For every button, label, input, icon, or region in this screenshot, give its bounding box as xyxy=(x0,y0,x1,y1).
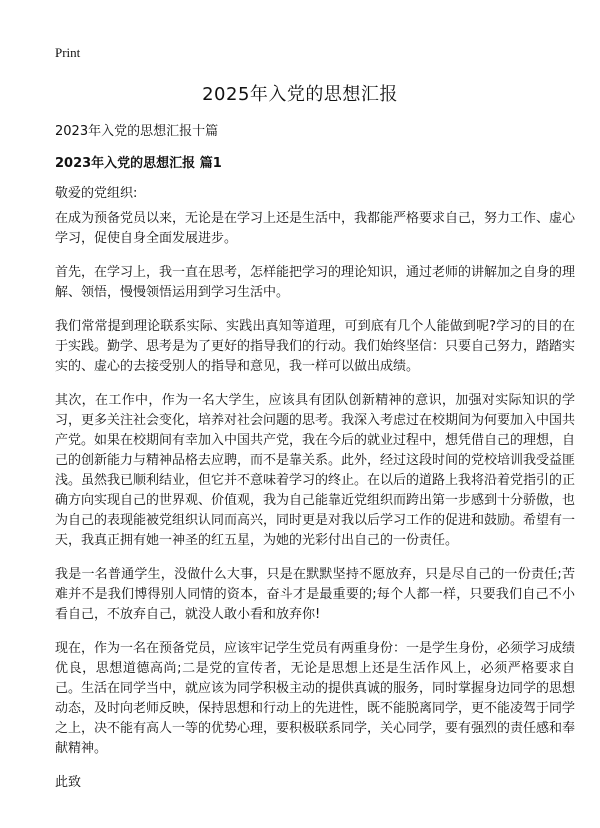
body-paragraph: 在成为预备党员以来，无论是在学习上还是生活中，我都能严格要求自己，努力工作、虚心学习，促使自身全面发展进步。 xyxy=(55,211,576,246)
salutation: 敬爱的党组织: xyxy=(55,186,138,201)
body-paragraph: 我们常常提到理论联系实际、实践出真知等道理，可到底有几个人能做到呢?学习的目的在于实践。勤学、思考是为了更好的指导我们的行动。我们始终坚信：只要自己努力，踏踏实实的、虚心的去接受别人的指导和意见，我一样可以做出成绩。 xyxy=(55,319,576,374)
document-body xyxy=(55,209,575,793)
document-subtitle: 2023年入党的思想汇报十篇 xyxy=(55,124,219,139)
closing-text: 此致 xyxy=(55,775,82,790)
body-paragraph: 我是一名普通学生，没做什么大事，只是在默默坚持不愿放弃，只是尽自己的一份责任;苦难并不是我们博得别人同情的资本，奋斗才是最重要的;每个人都一样，只要我们自己不小看自己，不放弃自己，就没人敢小看和放弃你! xyxy=(55,567,575,622)
body-paragraph: 现在，作为一名在预备党员，应该牢记学生党员有两重身份：一是学生身份，必须学习成绩优良，思想道德高尚;二是党的宣传者，无论是思想上还是生活作风上，必须严格要求自己。生活在同学当中，就应该为同学积极主动的提供真诚的服务，同时掌握身边同学的思想动态，及时向老师反映，保持思想和行动上的先进性，既不能脱离同学，更不能凌驾于同学之上，决不能有高人一等的优势心理，要积极联系同学，关心同学，要有强烈的责任感和奉献精神。 xyxy=(55,641,576,756)
body-paragraph: 首先，在学习上，我一直在思考，怎样能把学习的理论知识，通过老师的讲解加之自身的理解、领悟，慢慢领悟运用到学习生活中。 xyxy=(55,265,576,300)
section-heading: 2023年入党的思想汇报 篇1 xyxy=(55,156,222,171)
print-link[interactable]: Print xyxy=(55,45,81,60)
page-title: 2025年入党的思想汇报 xyxy=(202,84,398,105)
body-paragraph: 其次，在工作中，作为一名大学生，应该具有团队创新精神的意识，加强对实际知识的学习，更多关注社会变化，培养对社会问题的思考。我深入考虑过在校期间为何要加入中国共产党。如果在校期间有幸加入中国共产党，我在今后的就业过程中，想凭借自己的理想，自己的创新能力与精神品格去应聘，而不是靠关系。此外，经过这段时间的党校培训我受益匪浅。虽然我已顺利结业，但它并不意味着学习的终止。在以后的道路上我将沿着党指引的正确方向实现自己的世界观、价值观，我为自己能靠近党组织而跨出第一步感到十分骄傲，也为自己的表现能被党组织认同而高兴，同时更是对我以后学习工作的促进和鼓励。希望有一天，我真正拥有她一神圣的红五星，为她的光彩付出自己的一份责任。 xyxy=(55,393,576,548)
